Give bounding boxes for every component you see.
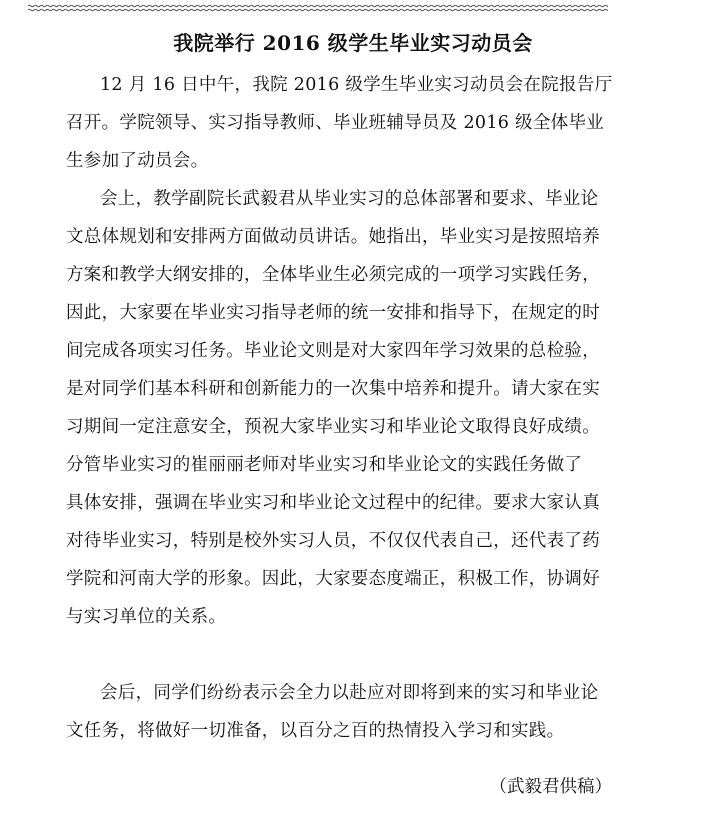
text-line: 召开。学院领导、实习指导教师、毕业班辅导员及 2016 级全体毕业 xyxy=(66,113,605,133)
text-line: 12 月 16 日中午，我院 2016 级学生毕业实习动员会在院报告厅 xyxy=(100,75,613,95)
text-line: 会后，同学们纷纷表示会全力以赴应对即将到来的实习和毕业论 xyxy=(100,683,599,703)
text-line: 因此，大家要在毕业实习指导老师的统一安排和指导下，在规定的时 xyxy=(66,303,600,323)
text-line xyxy=(66,636,638,674)
paragraph-2 xyxy=(66,180,638,674)
text-line: 学院和河南大学的形象。因此，大家要态度端正，积极工作，协调好 xyxy=(66,569,600,589)
text-line: 文总体规划和安排两方面做动员讲话。她指出，毕业实习是按照培养 xyxy=(66,227,600,247)
text-line: 生参加了动员会。 xyxy=(66,151,209,171)
text-line: 会上，教学副院长武毅君从毕业实习的总体部署和要求、毕业论 xyxy=(100,189,599,209)
text-line: 文任务，将做好一切准备，以百分之百的热情投入学习和实践。 xyxy=(66,721,565,741)
text-line: 具体安排，强调在毕业实习和毕业论文过程中的纪律。要求大家认真 xyxy=(66,493,600,513)
text-line: 对待毕业实习，特别是校外实习人员，不仅仅代表自己，还代表了药 xyxy=(66,531,600,551)
author-credit: （武毅君供稿） xyxy=(489,777,612,797)
text-line: 习期间一定注意安全，预祝大家毕业实习和毕业论文取得良好成绩。 xyxy=(66,417,600,437)
wavy-top-rule xyxy=(28,2,608,14)
text-line: 间完成各项实习任务。毕业论文则是对大家四年学习效果的总检验， xyxy=(66,341,600,361)
article-title: 我院举行 2016 级学生毕业实习动员会 xyxy=(173,31,533,55)
paragraph-1 xyxy=(66,66,638,180)
text-line: 分管毕业实习的崔丽丽老师对毕业实习和毕业论文的实践任务做了 xyxy=(66,455,583,475)
paragraph-3 xyxy=(66,674,638,750)
text-line: 是对同学们基本科研和创新能力的一次集中培养和提升。请大家在实 xyxy=(66,379,600,399)
text-line: 与实习单位的关系。 xyxy=(66,607,227,627)
text-line: 方案和教学大纲安排的，全体毕业生必须完成的一项学习实践任务， xyxy=(66,265,600,285)
article-body xyxy=(66,66,638,750)
